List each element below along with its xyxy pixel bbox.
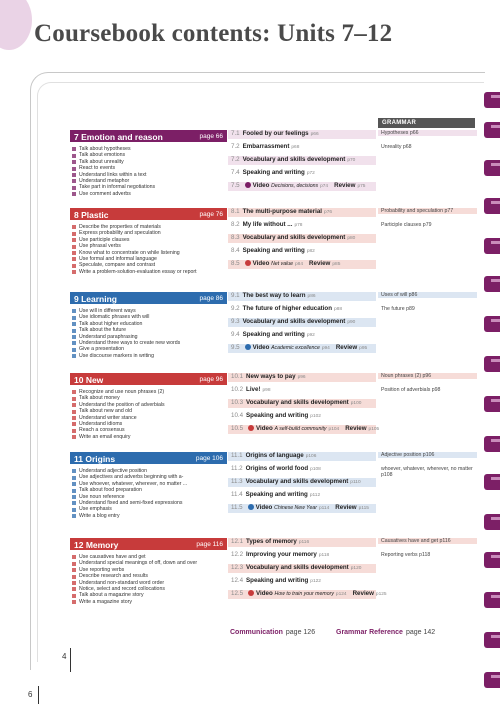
lesson-page: p70 <box>347 158 356 163</box>
lesson-row[interactable] <box>228 564 376 573</box>
review-page: p85 <box>332 262 341 267</box>
lesson-row[interactable] <box>228 386 376 395</box>
lesson-number: 7.2 <box>231 143 240 150</box>
review-page: p105 <box>368 427 380 432</box>
lesson-title: Vocabulary and skills development <box>245 478 349 485</box>
objective-item: Write a blog entry <box>72 513 222 519</box>
objective-item: Notice, select and record collocations <box>72 586 222 592</box>
edge-tab <box>484 514 500 530</box>
grammar-item: Causatives have and get p116 <box>378 538 477 544</box>
lesson-number: 8.4 <box>231 247 240 254</box>
grammar-item: Probability and speculation p77 <box>378 208 477 214</box>
lesson-page: p76 <box>324 210 333 215</box>
unit-heading[interactable] <box>70 373 227 385</box>
objective-item: Know what to concentrate on while listening <box>72 250 222 256</box>
lesson-title: Fooled by our feelings <box>242 130 309 137</box>
grammar-column <box>378 452 477 487</box>
grammar-item: Reporting verbs p118 <box>378 552 477 558</box>
objective-item: Understand special meanings of off, down and over <box>72 560 222 566</box>
grammar-column <box>378 538 477 566</box>
lesson-number: 12.5 <box>231 590 244 597</box>
lesson-title: Types of memory <box>246 538 297 545</box>
unit-page: page 86 <box>199 294 223 302</box>
objective-item: Understand three ways to create new words <box>72 340 222 346</box>
lesson-row[interactable] <box>228 247 376 256</box>
lesson-title: Vocabulary and skills development <box>242 234 346 241</box>
video-page: p114 <box>318 506 330 511</box>
outer-page-rule <box>38 686 39 704</box>
objective-item: Talk about food preparation <box>72 487 222 493</box>
communication-page: page 126 <box>285 629 316 636</box>
lesson-page: p102 <box>310 414 321 419</box>
objective-item: Talk about money <box>72 395 222 401</box>
lesson-page: p108 <box>310 467 321 472</box>
grammar-item: Participle clauses p79 <box>378 222 477 228</box>
lesson-number: 9.5 <box>231 344 240 351</box>
lesson-row[interactable] <box>228 373 376 382</box>
unit-heading[interactable] <box>70 208 227 220</box>
objective-item: Talk about the future <box>72 327 222 333</box>
grammar-item: Hypotheses p66 <box>378 130 477 136</box>
lesson-number: 11.1 <box>231 452 243 459</box>
edge-tab <box>484 436 500 452</box>
unit-heading[interactable] <box>70 130 227 142</box>
lessons-column <box>228 373 380 434</box>
objective-item: Use participle clauses <box>72 237 222 243</box>
unit-title: 9 Learning <box>74 293 117 304</box>
objective-item: Use formal and informal language <box>72 256 222 262</box>
objective-item: Talk about new and old <box>72 408 222 414</box>
lesson-number: 11.4 <box>231 491 243 498</box>
lesson-row[interactable] <box>228 478 376 487</box>
edge-tab <box>484 276 500 292</box>
lesson-row[interactable] <box>228 452 376 461</box>
video-label: Video <box>255 504 273 511</box>
lesson-page: p100 <box>350 401 362 406</box>
lesson-title: The multi-purpose material <box>242 208 323 215</box>
review-label: Review <box>352 590 374 597</box>
lesson-number: 10.3 <box>231 399 244 406</box>
lesson-number: 12.3 <box>231 564 244 571</box>
grammar-item: Unreality p68 <box>378 144 477 150</box>
lesson-page: p78 <box>294 223 303 228</box>
video-review-row[interactable] <box>228 590 387 599</box>
unit-objectives <box>72 468 222 519</box>
lesson-number: 12.4 <box>231 577 244 584</box>
lesson-title: Speaking and writing <box>246 577 309 584</box>
lesson-number: 12.1 <box>231 538 244 545</box>
grammar-item: Adjective position p106 <box>378 452 477 458</box>
communication-label: Communication <box>230 629 283 636</box>
grammar-item: Position of adverbials p98 <box>378 387 477 393</box>
play-icon <box>248 425 254 431</box>
objective-item: Talk about higher education <box>72 321 222 327</box>
edge-tab <box>484 396 500 412</box>
corner-decoration <box>0 0 32 50</box>
lesson-number: 10.2 <box>231 386 244 393</box>
review-page: p125 <box>375 592 387 597</box>
unit-page: page 76 <box>199 210 223 218</box>
video-page: p94 <box>321 346 330 351</box>
lesson-title: My life without ... <box>242 221 293 228</box>
edge-tab <box>484 198 500 214</box>
unit-page: page 66 <box>199 132 223 140</box>
lesson-row[interactable] <box>228 551 376 560</box>
lesson-row[interactable] <box>228 399 376 408</box>
objective-item: Understand idioms <box>72 421 222 427</box>
objective-item: Talk about a magazine story <box>72 592 222 598</box>
lesson-page: p86 <box>307 294 316 299</box>
objective-item: Write a magazine story <box>72 599 222 605</box>
play-icon <box>248 504 254 510</box>
play-icon <box>245 260 251 266</box>
video-page: p74 <box>320 184 329 189</box>
unit-page: page 96 <box>199 375 223 383</box>
lesson-page: p110 <box>350 480 361 485</box>
edge-tab <box>484 474 500 490</box>
page-title: Coursebook contents: Units 7–12 <box>34 20 393 47</box>
objective-item: Understand the position of adverbials <box>72 402 222 408</box>
objective-item: Talk about hypotheses <box>72 146 222 152</box>
edge-tab <box>484 238 500 254</box>
objective-item: Understand metaphor <box>72 178 222 184</box>
lesson-number: 9.1 <box>231 292 240 299</box>
unit-title: 8 Plastic <box>74 209 109 220</box>
lesson-page: p68 <box>291 145 300 150</box>
grammar-reference-page: page 142 <box>405 629 436 636</box>
lesson-title: The best way to learn <box>242 292 306 299</box>
lesson-number: 7.5 <box>231 182 240 189</box>
grammar-item: whoever, whatever, wherever, no matter p108 <box>378 466 477 478</box>
lesson-title: The future of higher education <box>242 305 332 312</box>
objective-item: Understand non-standard word order <box>72 580 222 586</box>
edge-tab <box>484 356 500 372</box>
objective-item: Use idiomatic phrases with will <box>72 314 222 320</box>
lesson-number: 11.2 <box>231 465 243 472</box>
grammar-column-header: GRAMMAR <box>378 118 475 128</box>
lesson-number: 7.1 <box>231 130 240 137</box>
unit-objectives <box>72 146 222 197</box>
lesson-page: p82 <box>306 249 315 254</box>
objective-item: Write a problem-solution-evaluation essay or report <box>72 269 222 275</box>
objective-item: Reach a consensus <box>72 427 222 433</box>
objective-item: Express probability and speculation <box>72 230 222 236</box>
lesson-row[interactable] <box>228 156 376 165</box>
review-label: Review <box>334 182 356 189</box>
lesson-title: Vocabulary and skills development <box>242 318 346 325</box>
lesson-page: p112 <box>309 493 321 498</box>
lesson-number: 9.3 <box>231 318 240 325</box>
objective-item: Use emphasis <box>72 506 222 512</box>
objective-item: Use whoever, whatever, wherever, no matter ... <box>72 481 222 487</box>
lesson-row[interactable] <box>228 292 376 301</box>
video-subtitle: How to train your memory <box>274 591 334 597</box>
edge-tab <box>484 672 500 688</box>
video-page: p84 <box>295 262 304 267</box>
lesson-number: 7.4 <box>231 169 240 176</box>
lesson-row[interactable] <box>228 234 376 243</box>
review-label: Review <box>335 504 357 511</box>
objective-item: Talk about unreality <box>72 159 222 165</box>
grammar-column <box>378 208 477 236</box>
lesson-number: 12.2 <box>231 551 244 558</box>
objective-item: Use causatives have and get <box>72 554 222 560</box>
unit-title: 10 New <box>74 374 104 385</box>
video-review-row[interactable] <box>228 344 376 353</box>
video-subtitle: Chinese New Year <box>274 505 317 511</box>
lesson-title: Live! <box>246 386 261 393</box>
lesson-title: Speaking and writing <box>246 412 309 419</box>
lessons-column <box>228 130 376 191</box>
edge-tab <box>484 316 500 332</box>
video-label: Video <box>252 344 270 351</box>
lesson-number: 8.1 <box>231 208 240 215</box>
lesson-number: 8.2 <box>231 221 240 228</box>
lesson-row[interactable] <box>228 130 376 139</box>
lesson-number: 8.5 <box>231 260 240 267</box>
lesson-page: p122 <box>310 579 321 584</box>
edge-tab <box>484 632 500 648</box>
objective-item: Give a presentation <box>72 346 222 352</box>
review-page: p75 <box>357 184 366 189</box>
unit-page: page 106 <box>195 454 223 462</box>
lesson-page: p96 <box>297 375 306 380</box>
review-label: Review <box>345 425 367 432</box>
objective-item: Use phrasal verbs <box>72 243 222 249</box>
grammar-item: Noun phrases (2) p96 <box>378 373 477 379</box>
video-label: Video <box>256 425 273 432</box>
lesson-page: p92 <box>306 333 315 338</box>
lesson-title: Vocabulary and skills development <box>242 156 346 163</box>
video-subtitle: Net value <box>271 261 294 267</box>
objective-item: Describe the properties of materials <box>72 224 222 230</box>
unit-title: 11 Origins <box>74 453 116 464</box>
objective-item: Use adjectives and adverbs beginning with a- <box>72 474 222 480</box>
lesson-number: 10.1 <box>231 373 244 380</box>
lesson-row[interactable] <box>228 577 376 586</box>
lesson-row[interactable] <box>228 465 376 474</box>
lesson-row[interactable] <box>228 221 376 230</box>
unit-objectives <box>72 308 222 359</box>
lesson-title: Vocabulary and skills development <box>246 399 349 406</box>
video-label: Video <box>252 182 270 189</box>
lesson-title: Vocabulary and skills development <box>246 564 349 571</box>
unit-objectives <box>72 554 222 605</box>
lesson-title: Speaking and writing <box>245 491 308 498</box>
review-label: Review <box>309 260 331 267</box>
lessons-column <box>228 538 387 599</box>
unit-heading[interactable] <box>70 292 227 304</box>
footer-grammar-reference[interactable] <box>336 629 435 636</box>
lesson-title: Origins of world food <box>245 465 309 472</box>
lesson-page: p98 <box>262 388 271 393</box>
objective-item: Understand fixed and semi-fixed expressions <box>72 500 222 506</box>
lesson-row[interactable] <box>228 169 376 178</box>
lesson-row[interactable] <box>228 305 376 314</box>
lesson-number: 7.2 <box>231 156 240 163</box>
objective-item: Use will in different ways <box>72 308 222 314</box>
lesson-title: New ways to pay <box>246 373 296 380</box>
unit-heading[interactable] <box>70 538 227 550</box>
unit-title: 7 Emotion and reason <box>74 131 163 142</box>
edge-tab <box>484 592 500 608</box>
lesson-number: 11.3 <box>231 478 243 485</box>
inner-page-rule <box>70 648 71 672</box>
inner-page-number: 4 <box>62 652 67 661</box>
lesson-page: p116 <box>298 540 310 545</box>
lessons-column <box>228 208 376 269</box>
lesson-row[interactable] <box>228 143 376 152</box>
edge-tab <box>484 552 500 568</box>
outer-page-number: 6 <box>28 690 33 699</box>
lesson-page: p72 <box>306 171 315 176</box>
video-review-row[interactable] <box>228 182 376 191</box>
lesson-number: 8.3 <box>231 234 240 241</box>
unit-heading[interactable] <box>70 452 227 464</box>
objective-item: Take part in informal negotiations <box>72 184 222 190</box>
video-subtitle: A self-build community <box>274 426 327 432</box>
lesson-page: p118 <box>318 553 330 558</box>
lesson-title: Embarrassment <box>242 143 290 150</box>
objective-item: Understand adjective position <box>72 468 222 474</box>
objective-item: Understand writer stance <box>72 415 222 421</box>
lesson-number: 9.4 <box>231 331 240 338</box>
edge-tab <box>484 122 500 138</box>
lesson-page: p90 <box>347 320 356 325</box>
video-review-row[interactable] <box>228 504 376 513</box>
objective-item: Talk about emotions <box>72 152 222 158</box>
video-subtitle: Decisions, decisions <box>271 183 319 189</box>
lesson-title: Speaking and writing <box>242 169 305 176</box>
edge-tab <box>484 92 500 108</box>
footer-communication[interactable] <box>230 629 315 636</box>
lesson-page: p88 <box>333 307 342 312</box>
play-icon <box>245 344 251 350</box>
play-icon <box>245 182 251 188</box>
grammar-reference-label: Grammar Reference <box>336 629 403 636</box>
review-page: p95 <box>359 346 368 351</box>
objective-item: Speculate, compare and contrast <box>72 262 222 268</box>
lesson-row[interactable] <box>228 491 376 500</box>
lesson-page: p120 <box>350 566 362 571</box>
video-page: p104 <box>328 427 340 432</box>
review-label: Review <box>335 344 358 351</box>
lesson-row[interactable] <box>228 331 376 340</box>
lesson-page: p106 <box>305 454 317 459</box>
video-label: Video <box>252 260 270 267</box>
grammar-column <box>378 130 477 158</box>
lesson-number: 9.2 <box>231 305 240 312</box>
play-icon <box>248 590 254 596</box>
lesson-number: 10.5 <box>231 425 244 432</box>
objective-item: Use reporting verbs <box>72 567 222 573</box>
video-label: Video <box>256 590 273 597</box>
edge-tab <box>484 160 500 176</box>
lesson-row[interactable] <box>228 208 376 217</box>
unit-objectives <box>72 224 222 275</box>
objective-item: React to events <box>72 165 222 171</box>
lesson-number: 11.5 <box>231 504 243 511</box>
lesson-page: p66 <box>310 132 319 137</box>
lessons-column <box>228 292 376 353</box>
objective-item: Use comment adverbs <box>72 191 222 197</box>
lesson-title: Speaking and writing <box>242 331 305 338</box>
lessons-column <box>228 452 376 513</box>
grammar-column <box>378 373 477 401</box>
objective-item: Use discourse markers in writing <box>72 353 222 359</box>
lesson-title: Speaking and writing <box>242 247 305 254</box>
objective-item: Describe research and results <box>72 573 222 579</box>
unit-objectives <box>72 389 222 440</box>
unit-title: 12 Memory <box>74 539 119 550</box>
objective-item: Understand links within a text <box>72 172 222 178</box>
grammar-column <box>378 292 477 320</box>
objective-item: Use noun reference <box>72 494 222 500</box>
objective-item: Understand paraphrasing <box>72 334 222 340</box>
video-subtitle: Academic excellence <box>271 345 320 351</box>
grammar-item: The future p89 <box>378 306 477 312</box>
review-page: p115 <box>358 506 369 511</box>
objective-item: Recognize and use noun phrases (2) <box>72 389 222 395</box>
unit-page: page 116 <box>196 540 223 548</box>
grammar-item: Uses of will p86 <box>378 292 477 298</box>
lesson-page: p80 <box>347 236 356 241</box>
lesson-title: Origins of language <box>245 452 304 459</box>
lesson-row[interactable] <box>228 318 376 327</box>
video-page: p124 <box>335 592 347 597</box>
video-review-row[interactable] <box>228 425 380 434</box>
objective-item: Write an email enquiry <box>72 434 222 440</box>
lesson-number: 10.4 <box>231 412 244 419</box>
video-review-row[interactable] <box>228 260 376 269</box>
lesson-row[interactable] <box>228 412 376 421</box>
lesson-title: Improving your memory <box>246 551 317 558</box>
lesson-row[interactable] <box>228 538 376 547</box>
